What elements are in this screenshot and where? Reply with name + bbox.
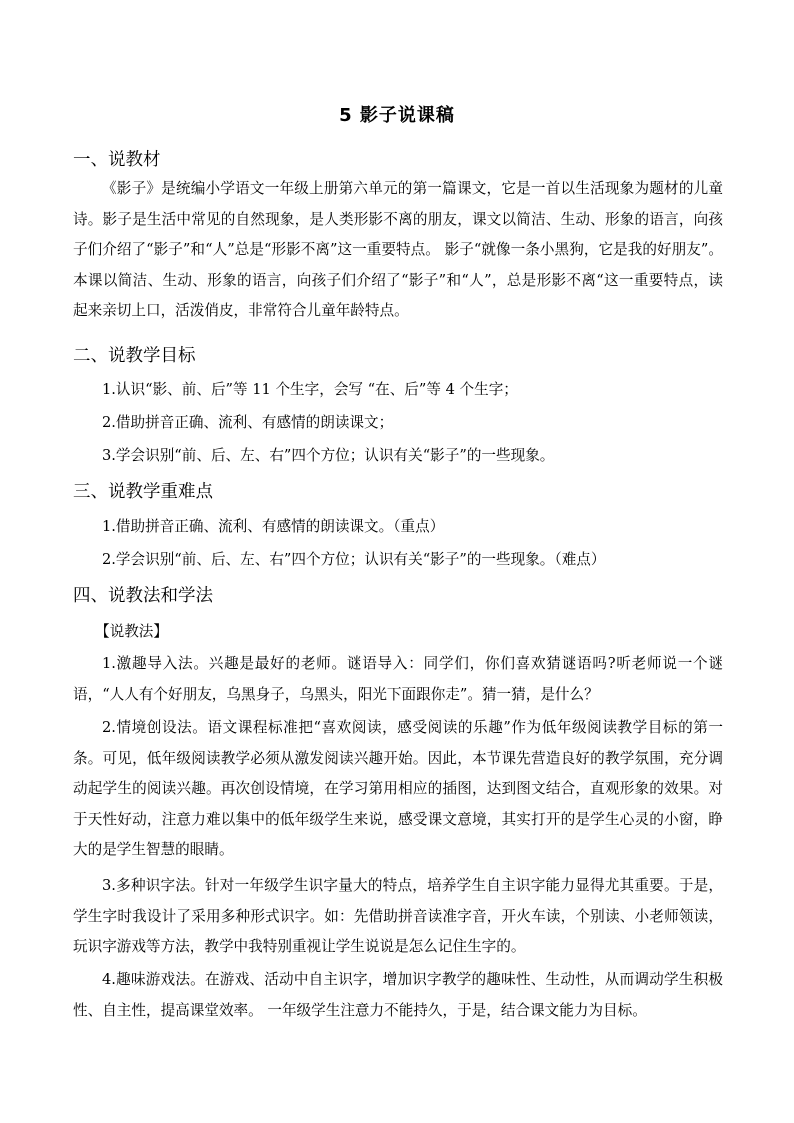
goal-item-2: 2.借助拼音正确、流利、有感情的朗读课文； — [102, 414, 394, 431]
page-title: 5 影子说课稿 — [339, 105, 455, 126]
key-point-item-2: 2.学会识别“前、后、左、右”四个方位；认识有关“影子”的一些现象。（难点） — [102, 551, 606, 568]
method-paragraph-2: 2.情境创设法。语文课程标准把“喜欢阅读，感受阅读的乐趣”作为低年级阅读教学目标的第一条。可见，低年级阅读教学必须从激发阅读兴趣开始。因此，本节课先营造良好的教学氛围，充分调动起学生的阅读兴趣。再次创设情境，在学习第用相应的插图，达到图文结合，直观形象的效果。对于天性好动，注意力难以集中的低年级学生来说，感受课文意境，其实打开的是学生心灵的小窗，睁大的是学生智慧的眼睛。 — [73, 719, 723, 859]
section-heading-goals: 二、说教学目标 — [73, 346, 196, 366]
paragraph-textbook: 《影子》是统编小学语文一年级上册第六单元的第一篇课文，它是一首以生活现象为题材的儿童诗。影子是生活中常见的自然现象，是人类形影不离的朋友，课文以简洁、生动、形象的语言，向孩子们介绍了“影子”和“人”总是“形影不离”这一重要特点。 影子“就像一条小黑狗，它是我的好朋友”。本课以简洁、生动、形象的语言，向孩子们介绍了“影子”和“人”，总是形影不离“这一重要特点，读起来亲切上口，活泼俏皮，非常符合儿童年龄特点。 — [73, 180, 723, 320]
method-paragraph-4: 4.趣味游戏法。在游戏、活动中自主识字，增加识字教学的趣味性、生动性，从而调动学生积极性、自主性，提高课堂效率。 一年级学生注意力不能持久，于是，结合课文能力为目标。 — [73, 971, 723, 1019]
section-heading-key-points: 三、说教学重难点 — [73, 482, 213, 502]
goal-item-3: 3.学会识别“前、后、左、右”四个方位；认识有关“影子”的一些现象。 — [102, 447, 555, 464]
method-paragraph-3: 3.多种识字法。针对一年级学生识字量大的特点，培养学生自主识字能力显得尤其重要。于是，学生字时我设计了采用多种形式识字。如：先借助拼音读准字音，开火车读，个别读、小老师领读，玩识字游戏等方法，教学中我特别重视让学生说说是怎么记住生字的。 — [73, 877, 723, 956]
section-heading-methods: 四、说教法和学法 — [73, 586, 213, 606]
subheading-teaching-methods: 【说教法】 — [95, 623, 168, 640]
section-heading-textbook: 一、说教材 — [73, 150, 161, 170]
key-point-item-1: 1.借助拼音正确、流利、有感情的朗读课文。（重点） — [102, 518, 445, 535]
goal-item-1: 1.认识“影、前、后”等 11 个生字，会写 “在、后”等 4 个生字； — [102, 381, 518, 398]
method-paragraph-1: 1.激趣导入法。兴趣是最好的老师。谜语导入：同学们，你们喜欢猜谜语吗?听老师说一个谜语，“人人有个好朋友，乌黑身子，乌黑头，阳光下面跟你走”。猜一猜，是什么？ — [73, 655, 723, 703]
